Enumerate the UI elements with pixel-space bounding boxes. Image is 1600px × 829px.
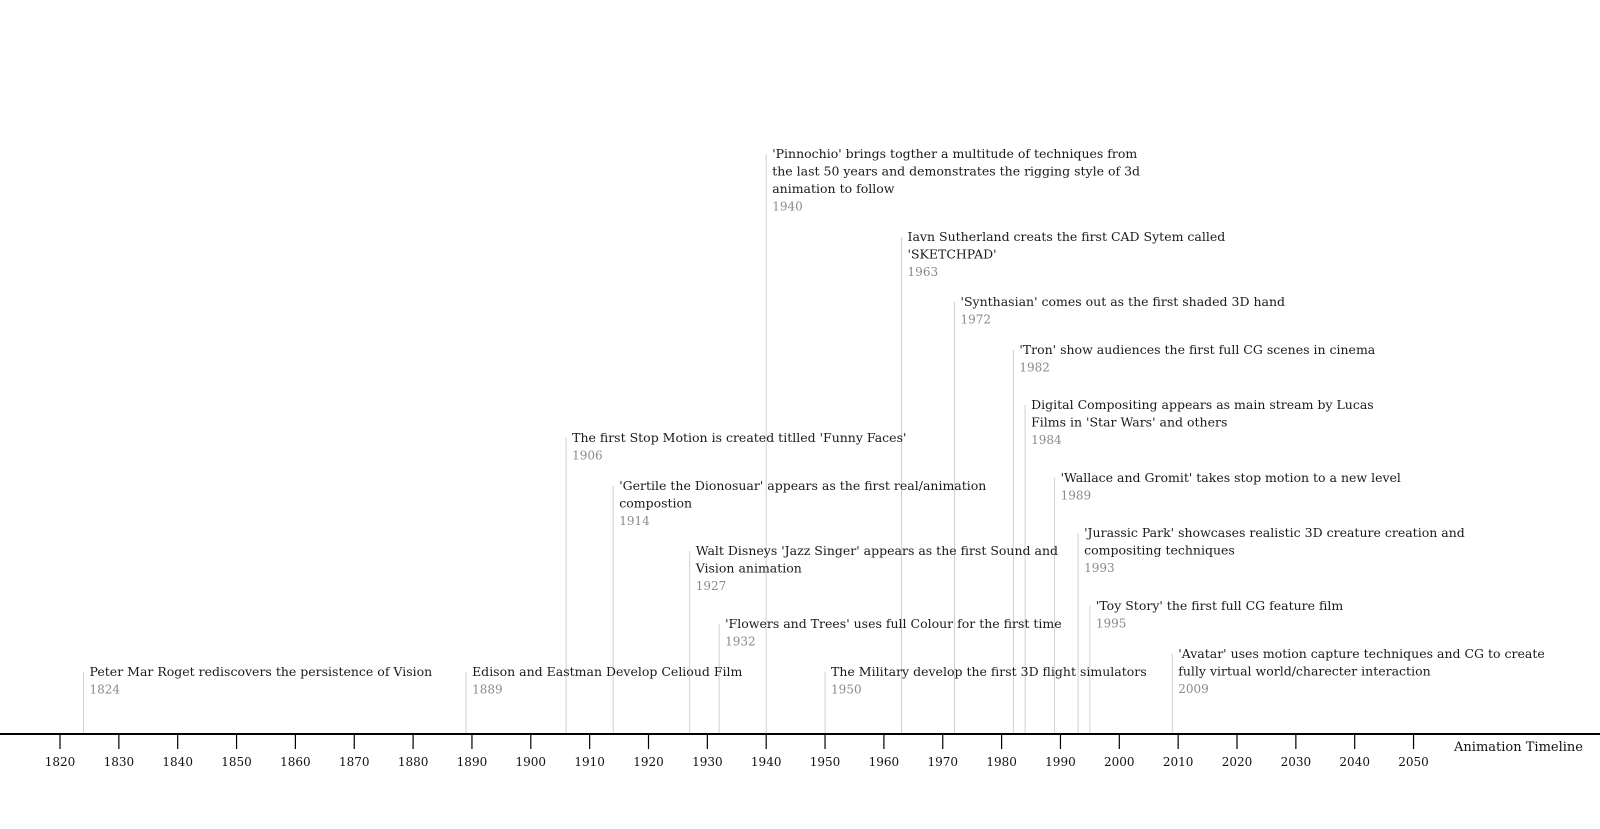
event-year: 1995 bbox=[1095, 616, 1127, 631]
event-label bbox=[908, 229, 1226, 279]
event-description: The first Stop Motion is created titlled 'Funny Faces' bbox=[572, 430, 907, 445]
event-description: The Military develop the first 3D flight simulators bbox=[831, 664, 1147, 679]
event-label bbox=[725, 616, 1062, 649]
event-description: fully virtual world/charecter interaction bbox=[1178, 663, 1431, 679]
event-description: 'Wallace and Gromit' takes stop motion to a new level bbox=[1060, 470, 1401, 485]
event-description: 'Flowers and Trees' uses full Colour for the first time bbox=[725, 616, 1062, 631]
tick-label: 1850 bbox=[221, 755, 252, 769]
tick-label: 2050 bbox=[1398, 755, 1429, 769]
event-year: 2009 bbox=[1178, 682, 1209, 696]
event-description: 'Pinnochio' brings togther a multitude of techniques from bbox=[772, 146, 1138, 161]
event-labels bbox=[90, 146, 1545, 697]
event-year: 1982 bbox=[1019, 360, 1050, 375]
event-description: 'Synthasian' comes out as the first shaded 3D hand bbox=[960, 294, 1286, 309]
event-description: Iavn Sutherland creats the first CAD Sytem called bbox=[907, 229, 1226, 244]
event-description: Digital Compositing appears as main stream by Lucas bbox=[1031, 397, 1374, 412]
event-description: 'Toy Story' the first full CG feature film bbox=[1095, 598, 1344, 613]
event-description: 'Gertile the Dionosuar' appears as the first real/animation bbox=[619, 478, 987, 493]
chart-title: Animation Timeline bbox=[1454, 740, 1583, 755]
event-label bbox=[1061, 470, 1401, 503]
event-description: 'Avatar' uses motion capture techniques and CG to create bbox=[1178, 646, 1545, 661]
event-label bbox=[472, 664, 742, 697]
tick-label: 1920 bbox=[633, 755, 664, 769]
event-year: 1984 bbox=[1031, 433, 1062, 447]
tick-label: 1860 bbox=[280, 755, 311, 769]
event-description: Films in 'Star Wars' and others bbox=[1031, 414, 1228, 430]
event-label bbox=[572, 430, 906, 463]
tick-label: 1880 bbox=[397, 755, 429, 769]
event-description: Walt Disneys 'Jazz Singer' appears as the first Sound and bbox=[695, 543, 1059, 558]
tick-label: 2030 bbox=[1280, 755, 1312, 769]
event-description: compositing techniques bbox=[1084, 542, 1235, 558]
tick-label: 1830 bbox=[103, 755, 135, 769]
tick-label: 1820 bbox=[44, 755, 76, 769]
axis-ticks bbox=[45, 734, 1429, 769]
event-label bbox=[619, 478, 986, 528]
event-label bbox=[695, 543, 1058, 593]
event-description: the last 50 years and demonstrates the rigging style of 3d bbox=[772, 163, 1141, 179]
tick-label: 1950 bbox=[809, 755, 841, 769]
event-description: Edison and Eastman Develop Celioud Film bbox=[472, 664, 743, 679]
tick-label: 2020 bbox=[1221, 755, 1253, 769]
tick-label: 1870 bbox=[338, 755, 370, 769]
event-year: 1940 bbox=[772, 199, 803, 214]
event-year: 1932 bbox=[725, 634, 756, 649]
event-label bbox=[772, 146, 1140, 214]
event-description: Vision animation bbox=[695, 560, 802, 576]
event-label bbox=[961, 294, 1286, 327]
tick-label: 1900 bbox=[515, 755, 547, 769]
event-label bbox=[1178, 646, 1545, 696]
tick-label: 1840 bbox=[162, 755, 193, 769]
event-label bbox=[1084, 525, 1465, 575]
event-description: Peter Mar Roget rediscovers the persistence of Vision bbox=[89, 664, 433, 679]
tick-label: 1990 bbox=[1045, 755, 1076, 769]
event-description: 'Jurassic Park' showcases realistic 3D creature creation and bbox=[1084, 525, 1465, 540]
event-description: animation to follow bbox=[772, 181, 895, 196]
tick-label: 2010 bbox=[1162, 755, 1194, 769]
event-label bbox=[1019, 342, 1375, 375]
event-label bbox=[831, 664, 1147, 697]
event-year: 1950 bbox=[831, 682, 862, 697]
tick-label: 1890 bbox=[456, 755, 488, 769]
event-year: 1889 bbox=[472, 682, 503, 697]
event-year: 1824 bbox=[89, 682, 121, 697]
event-label bbox=[90, 664, 433, 697]
tick-label: 1960 bbox=[868, 755, 900, 769]
tick-label: 1940 bbox=[750, 755, 782, 769]
tick-label: 1980 bbox=[986, 755, 1017, 769]
tick-label: 1910 bbox=[574, 755, 605, 769]
event-description: compostion bbox=[619, 495, 693, 511]
tick-label: 2040 bbox=[1339, 755, 1370, 769]
event-year: 1906 bbox=[572, 448, 603, 463]
event-description: 'SKETCHPAD' bbox=[907, 246, 997, 262]
event-year: 1989 bbox=[1060, 488, 1092, 503]
event-label bbox=[1031, 397, 1374, 447]
event-year: 1972 bbox=[960, 312, 992, 327]
event-year: 1963 bbox=[907, 265, 939, 279]
event-year: 1993 bbox=[1084, 561, 1115, 575]
tick-label: 1930 bbox=[692, 755, 723, 769]
event-description: 'Tron' show audiences the first full CG scenes in cinema bbox=[1019, 342, 1376, 357]
event-year: 1914 bbox=[619, 514, 650, 528]
tick-label: 2000 bbox=[1104, 755, 1135, 769]
event-year: 1927 bbox=[695, 579, 727, 593]
event-label bbox=[1096, 598, 1343, 631]
tick-label: 1970 bbox=[927, 755, 959, 769]
